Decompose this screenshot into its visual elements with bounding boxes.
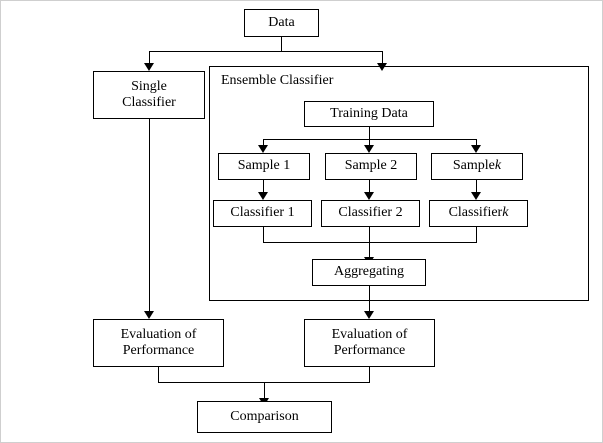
node-single-classifier[interactable] [93, 71, 205, 119]
node-data[interactable]: Data [244, 9, 319, 37]
edge-classifiers-merge [263, 242, 477, 243]
node-sample-1[interactable]: Sample 1 [218, 153, 310, 180]
edge-classifier1-down [263, 227, 264, 242]
node-classifier-1[interactable]: Classifier 1 [213, 200, 312, 227]
edge-merge-to-comparison [264, 382, 265, 399]
node-training-data[interactable]: Training Data [304, 101, 434, 127]
edge-classifierk-down [476, 227, 477, 242]
evaluation-left-line2: Performance [122, 343, 195, 358]
edge-training-stem [369, 127, 370, 139]
arrowhead-samplek-to-classifierk [471, 192, 481, 200]
sample-k-label: Sample [452, 158, 495, 174]
arrowhead-data-to-single [144, 63, 154, 71]
single-classifier-line1: Single [131, 78, 167, 94]
edge-merge-to-aggregating [369, 242, 370, 258]
arrowhead-data-to-ensemble [377, 63, 387, 71]
ensemble-classifier-group-label: Ensemble Classifier [221, 73, 334, 88]
node-sample-k[interactable] [431, 153, 523, 180]
arrowhead-sample1-to-classifier1 [258, 192, 268, 200]
edge-aggregating-to-eval [369, 286, 370, 311]
edge-eval-left-down [158, 367, 159, 382]
edge-eval-right-down [369, 367, 370, 382]
node-comparison[interactable]: Comparison [197, 401, 332, 433]
node-evaluation-right[interactable] [304, 319, 435, 367]
edge-data-stem [281, 37, 282, 51]
classifier-k-index: k [502, 205, 509, 221]
edge-classifier2-down [369, 227, 370, 242]
node-sample-2[interactable]: Sample 2 [325, 153, 417, 180]
arrowhead-training-to-sample2 [364, 145, 374, 153]
node-evaluation-left[interactable] [93, 319, 224, 367]
arrowhead-training-to-samplek [471, 145, 481, 153]
evaluation-left-line1: Evaluation of [120, 326, 197, 342]
edge-single-to-eval [149, 119, 150, 311]
node-classifier-k[interactable] [429, 200, 528, 227]
arrowhead-training-to-sample1 [258, 145, 268, 153]
node-aggregating[interactable]: Aggregating [312, 259, 426, 286]
evaluation-right-line1: Evaluation of [331, 326, 408, 342]
evaluation-right-line2: Performance [333, 343, 406, 358]
node-classifier-2[interactable]: Classifier 2 [321, 200, 420, 227]
edge-data-split [149, 51, 382, 52]
arrowhead-aggregating-to-eval [364, 311, 374, 319]
sample-k-index: k [494, 158, 502, 174]
classifier-k-label: Classifier [448, 205, 503, 221]
arrowhead-sample2-to-classifier2 [364, 192, 374, 200]
arrowhead-single-to-eval [144, 311, 154, 319]
single-classifier-line2: Classifier [122, 95, 176, 110]
